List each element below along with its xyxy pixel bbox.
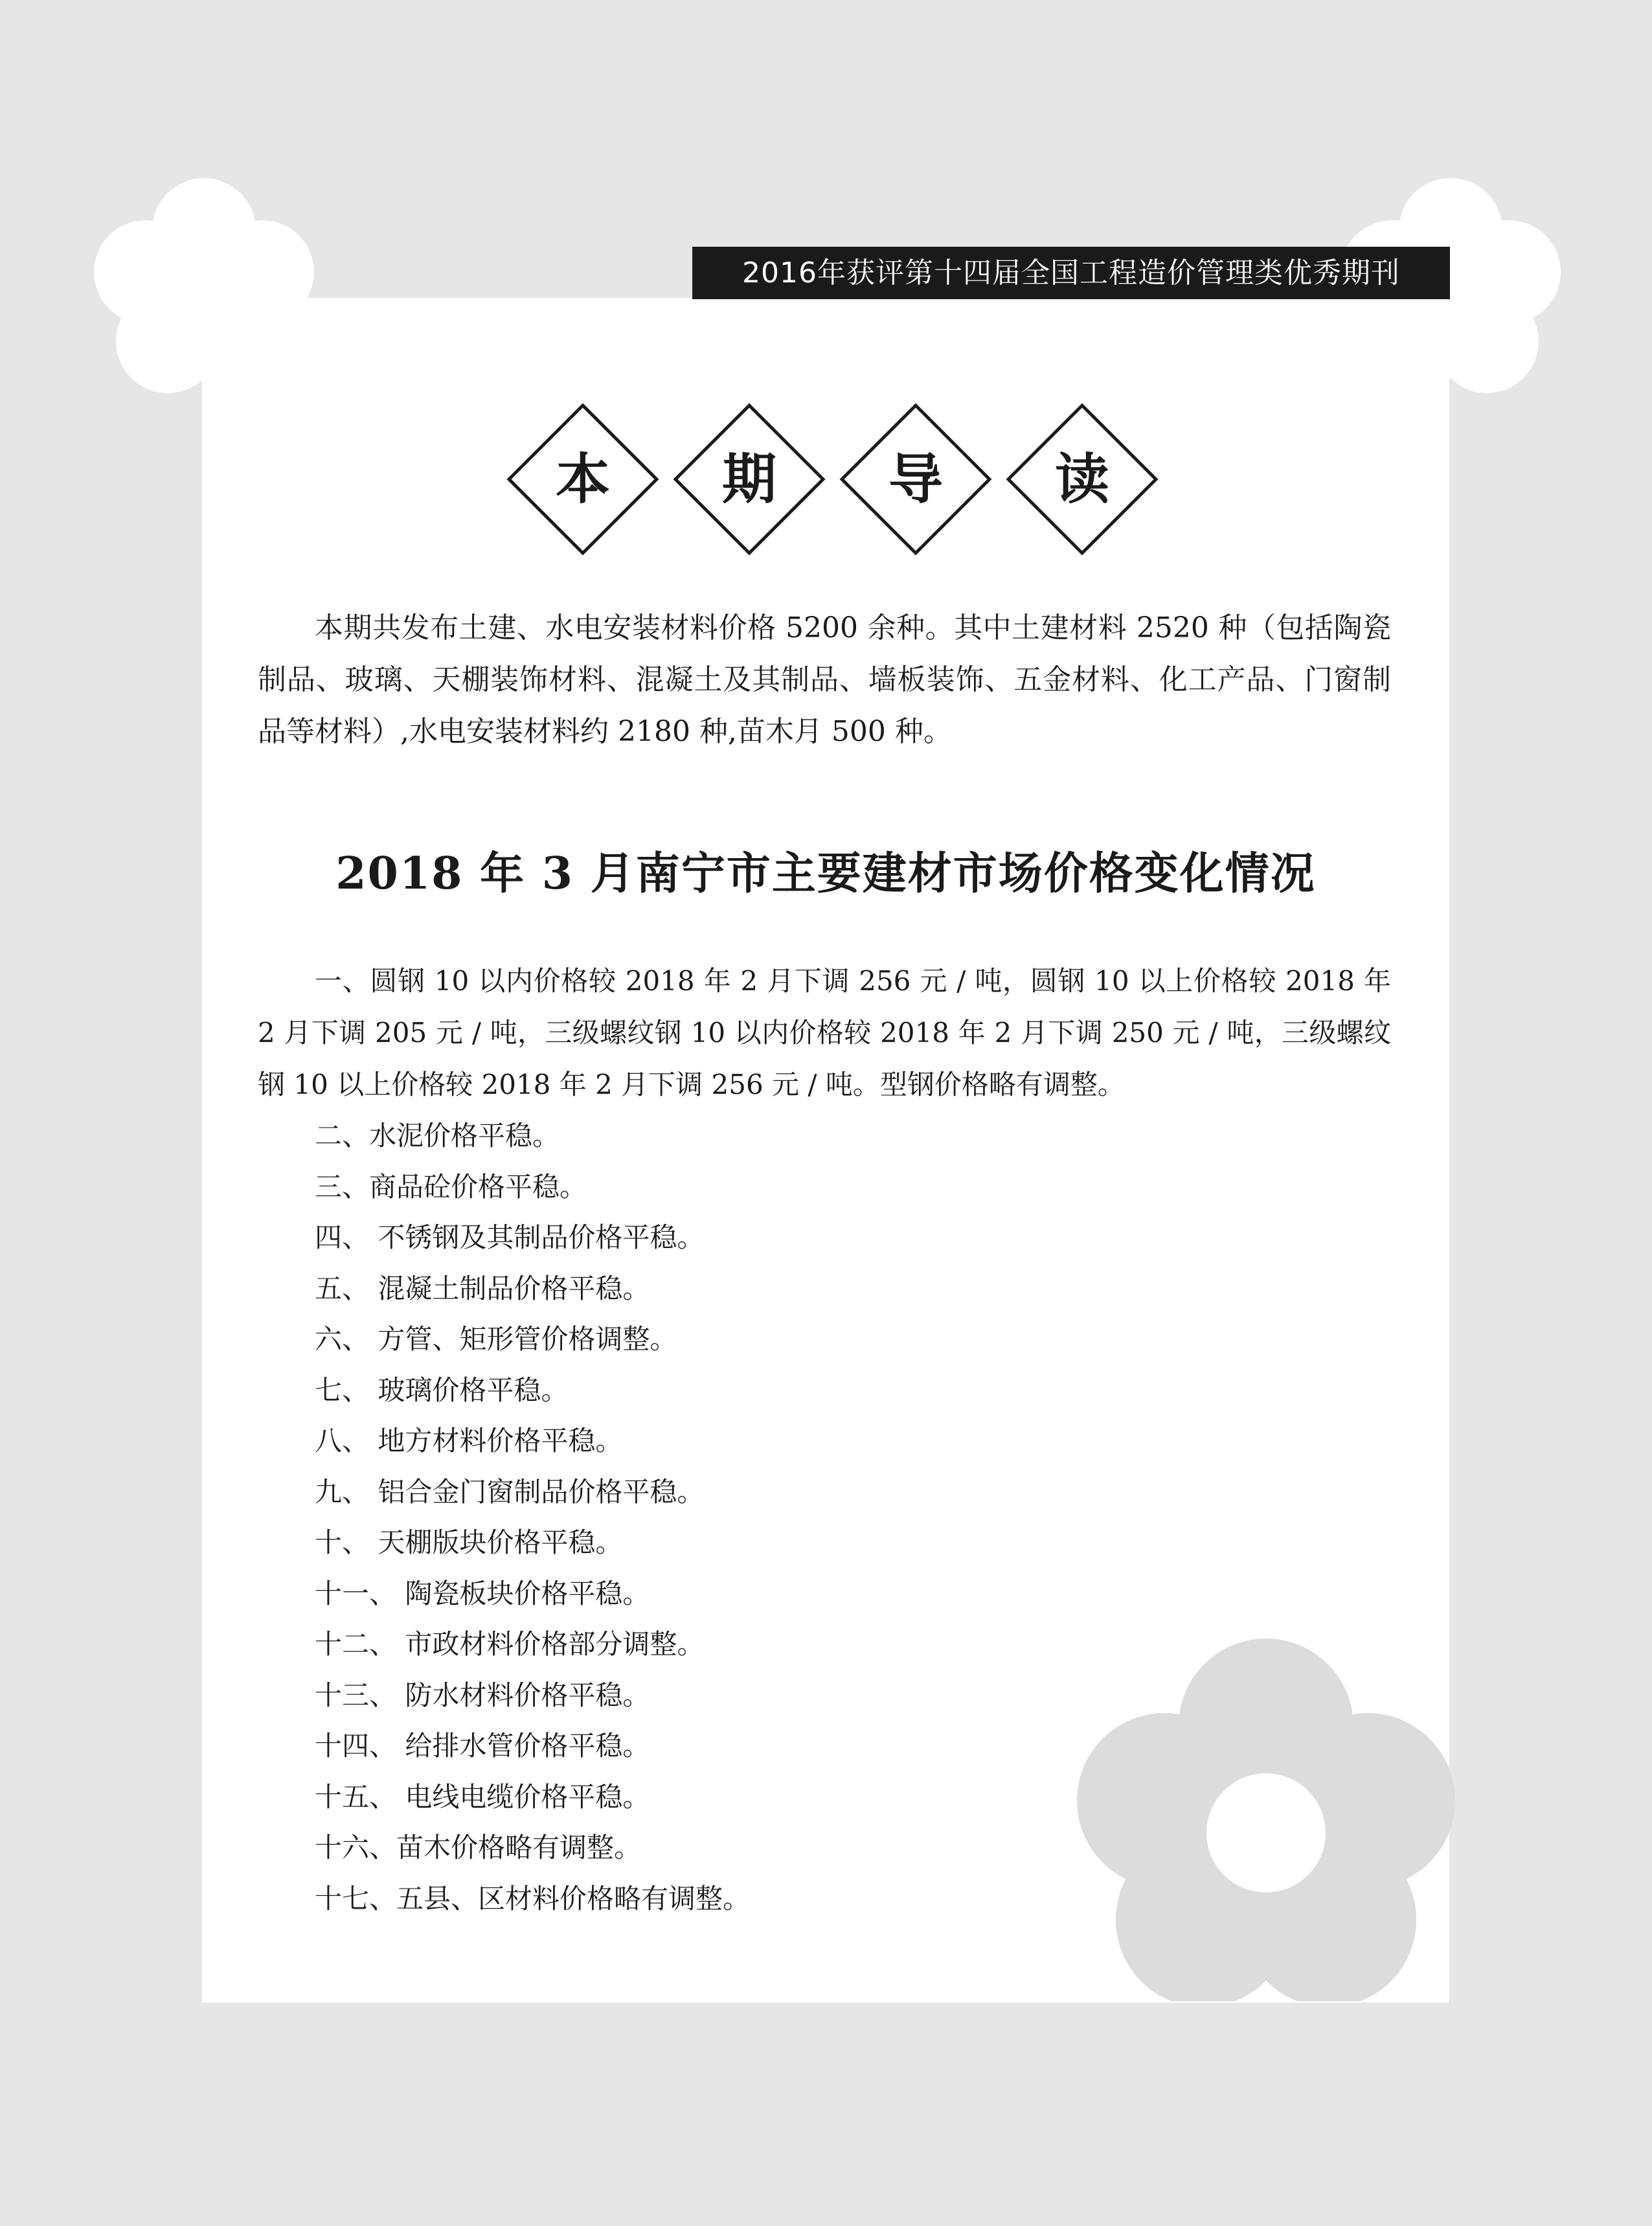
intro-paragraph: 本期共发布土建、水电安装材料价格 5200 余种。其中土建材料 2520 种（包括陶瓷制品、玻璃、天棚装饰材料、混凝土及其制品、墙板装饰、五金材料、化工产品、门窗制品等材料）,水电安装材料约 2180 种,苗木月 500 种。 [258, 611, 1391, 748]
title-char: 读 [1054, 448, 1109, 511]
list-item: 十七、五县、区材料价格略有调整。 [315, 1882, 751, 1914]
list-item: 二、水泥价格平稳。 [315, 1120, 560, 1152]
list-item: 九、 铝合金门窗制品价格平稳。 [315, 1475, 705, 1508]
list-item: 十、 天棚版块价格平稳。 [315, 1527, 623, 1558]
title-char: 导 [888, 448, 943, 511]
list-item: 十一、 陶瓷板块价格平稳。 [315, 1577, 650, 1609]
title-char: 期 [721, 448, 776, 511]
section-title [505, 402, 1153, 557]
article-heading: 2018 年 3 月南宁市主要建材市场价格变化情况 [335, 848, 1316, 900]
title-char: 本 [555, 448, 610, 511]
price-change-list [315, 1111, 1221, 1924]
title-diamond [672, 402, 827, 557]
steel-price-paragraph: 一、圆钢 10 以内价格较 2018 年 2 月下调 256 元 / 吨，圆钢 10 以上价格较 2018 年 2 月下调 205 元 / 吨，三级螺纹钢 10 以内价格较 2018 年 2 月下调 250 元 / 吨，三级螺纹钢 10 以上价格较 2018 年 2 月下调 256 元 / 吨。型钢价格略有调整。 [258, 965, 1391, 1100]
intro-text [258, 602, 1391, 758]
list-item: 七、 玻璃价格平稳。 [315, 1374, 569, 1406]
title-diamond [838, 402, 993, 557]
list-item: 四、 不锈钢及其制品价格平稳。 [315, 1221, 705, 1253]
title-diamond [505, 402, 661, 557]
list-item: 十五、 电线电缆价格平稳。 [315, 1780, 650, 1813]
title-diamond [1004, 402, 1160, 557]
list-item: 十二、 市政材料价格部分调整。 [315, 1628, 705, 1660]
article-body [258, 955, 1391, 1111]
list-item: 十四、 给排水管价格平稳。 [315, 1730, 650, 1762]
list-item: 五、 混凝土制品价格平稳。 [315, 1272, 650, 1304]
list-item: 三、商品砼价格平稳。 [315, 1170, 587, 1203]
list-item: 十三、 防水材料价格平稳。 [315, 1679, 650, 1711]
list-item: 六、 方管、矩形管价格调整。 [315, 1323, 677, 1355]
list-item: 八、 地方材料价格平稳。 [315, 1425, 623, 1457]
list-item: 十六、苗木价格略有调整。 [315, 1832, 642, 1863]
award-banner: 2016年获评第十四届全国工程造价管理类优秀期刊 [692, 247, 1450, 299]
